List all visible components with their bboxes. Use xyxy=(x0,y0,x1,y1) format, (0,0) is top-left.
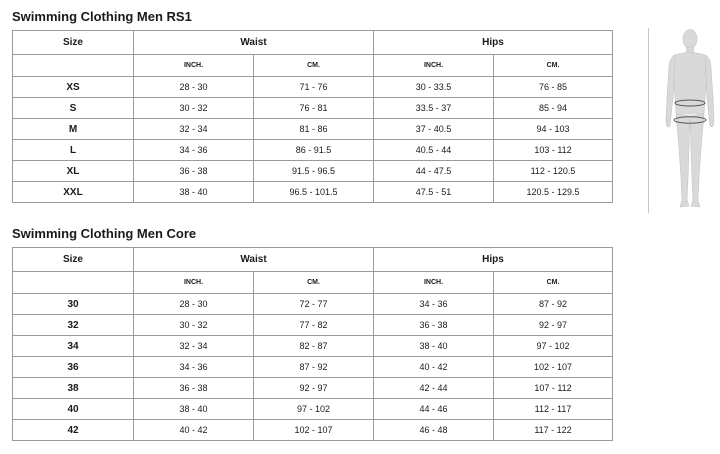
waist-header: Waist xyxy=(134,248,374,272)
table-row xyxy=(13,336,613,357)
waist-cm-cell: 71 - 76 xyxy=(254,77,374,98)
hips-header: Hips xyxy=(374,31,613,55)
hips-inch-cell: 40.5 - 44 xyxy=(374,140,494,161)
waist-inch-header: INCH. xyxy=(134,272,254,294)
waist-inch-cell: 40 - 42 xyxy=(134,420,254,441)
table-row xyxy=(13,182,613,203)
waist-inch-cell: 38 - 40 xyxy=(134,182,254,203)
section-title-core: Swimming Clothing Men Core xyxy=(12,226,197,241)
size-header: Size xyxy=(13,31,134,55)
hips-cm-cell: 87 - 92 xyxy=(494,294,613,315)
hips-header: Hips xyxy=(374,248,613,272)
size-table-rs1 xyxy=(12,30,613,203)
size-cell: XS xyxy=(13,77,134,98)
hips-cm-cell: 112 - 120.5 xyxy=(494,161,613,182)
hips-inch-cell: 44 - 46 xyxy=(374,399,494,420)
table-row xyxy=(13,399,613,420)
hips-inch-cell: 40 - 42 xyxy=(374,357,494,378)
waist-header: Waist xyxy=(134,31,374,55)
table-row xyxy=(13,315,613,336)
hips-cm-cell: 107 - 112 xyxy=(494,378,613,399)
hips-inch-cell: 36 - 38 xyxy=(374,315,494,336)
table-row xyxy=(13,161,613,182)
size-cell: 34 xyxy=(13,336,134,357)
waist-inch-cell: 34 - 36 xyxy=(134,357,254,378)
hips-cm-cell: 120.5 - 129.5 xyxy=(494,182,613,203)
hips-cm-header: CM. xyxy=(494,272,613,294)
size-cell: 32 xyxy=(13,315,134,336)
waist-cm-cell: 96.5 - 101.5 xyxy=(254,182,374,203)
hips-inch-cell: 46 - 48 xyxy=(374,420,494,441)
hips-inch-cell: 34 - 36 xyxy=(374,294,494,315)
waist-cm-cell: 82 - 87 xyxy=(254,336,374,357)
waist-cm-header: CM. xyxy=(254,272,374,294)
hips-inch-cell: 44 - 47.5 xyxy=(374,161,494,182)
size-cell: 36 xyxy=(13,357,134,378)
hips-cm-cell: 102 - 107 xyxy=(494,357,613,378)
size-cell: 38 xyxy=(13,378,134,399)
table-header-row xyxy=(13,31,613,55)
hips-cm-cell: 103 - 112 xyxy=(494,140,613,161)
waist-inch-cell: 30 - 32 xyxy=(134,98,254,119)
hips-cm-cell: 97 - 102 xyxy=(494,336,613,357)
table-row xyxy=(13,357,613,378)
waist-inch-cell: 34 - 36 xyxy=(134,140,254,161)
hips-cm-cell: 94 - 103 xyxy=(494,119,613,140)
waist-inch-cell: 36 - 38 xyxy=(134,378,254,399)
size-cell: XL xyxy=(13,161,134,182)
hips-cm-cell: 76 - 85 xyxy=(494,77,613,98)
hips-cm-cell: 85 - 94 xyxy=(494,98,613,119)
hips-cm-header: CM. xyxy=(494,55,613,77)
section-title-rs1: Swimming Clothing Men RS1 xyxy=(12,9,192,24)
table-subheader-row xyxy=(13,272,613,294)
size-cell: L xyxy=(13,140,134,161)
hips-cm-cell: 112 - 117 xyxy=(494,399,613,420)
empty-subheader xyxy=(13,272,134,294)
waist-cm-cell: 76 - 81 xyxy=(254,98,374,119)
waist-cm-cell: 77 - 82 xyxy=(254,315,374,336)
empty-subheader xyxy=(13,55,134,77)
waist-cm-header: CM. xyxy=(254,55,374,77)
size-cell: XXL xyxy=(13,182,134,203)
body-silhouette-svg xyxy=(662,28,718,214)
size-cell: 30 xyxy=(13,294,134,315)
table-header-row xyxy=(13,248,613,272)
waist-inch-cell: 32 - 34 xyxy=(134,336,254,357)
hips-inch-cell: 37 - 40.5 xyxy=(374,119,494,140)
waist-cm-cell: 92 - 97 xyxy=(254,378,374,399)
hips-inch-header: INCH. xyxy=(374,55,494,77)
hips-cm-cell: 117 - 122 xyxy=(494,420,613,441)
table-row xyxy=(13,294,613,315)
hips-inch-header: INCH. xyxy=(374,272,494,294)
waist-inch-header: INCH. xyxy=(134,55,254,77)
table-row xyxy=(13,420,613,441)
table-row xyxy=(13,119,613,140)
waist-cm-cell: 87 - 92 xyxy=(254,357,374,378)
size-cell: 40 xyxy=(13,399,134,420)
table-row xyxy=(13,140,613,161)
waist-cm-cell: 72 - 77 xyxy=(254,294,374,315)
size-header: Size xyxy=(13,248,134,272)
table-row xyxy=(13,98,613,119)
table-row xyxy=(13,378,613,399)
body-silhouette-icon xyxy=(662,28,718,219)
size-cell: S xyxy=(13,98,134,119)
hips-cm-cell: 92 - 97 xyxy=(494,315,613,336)
waist-inch-cell: 36 - 38 xyxy=(134,161,254,182)
waist-cm-cell: 97 - 102 xyxy=(254,399,374,420)
size-cell: 42 xyxy=(13,420,134,441)
figure-divider xyxy=(648,28,649,213)
waist-cm-cell: 91.5 - 96.5 xyxy=(254,161,374,182)
hips-inch-cell: 42 - 44 xyxy=(374,378,494,399)
waist-inch-cell: 28 - 30 xyxy=(134,77,254,98)
waist-cm-cell: 102 - 107 xyxy=(254,420,374,441)
hips-inch-cell: 33.5 - 37 xyxy=(374,98,494,119)
table-subheader-row xyxy=(13,55,613,77)
waist-cm-cell: 81 - 86 xyxy=(254,119,374,140)
table-row xyxy=(13,77,613,98)
waist-inch-cell: 32 - 34 xyxy=(134,119,254,140)
hips-inch-cell: 30 - 33.5 xyxy=(374,77,494,98)
waist-inch-cell: 38 - 40 xyxy=(134,399,254,420)
hips-inch-cell: 38 - 40 xyxy=(374,336,494,357)
hips-inch-cell: 47.5 - 51 xyxy=(374,182,494,203)
waist-inch-cell: 30 - 32 xyxy=(134,315,254,336)
waist-inch-cell: 28 - 30 xyxy=(134,294,254,315)
size-table-core xyxy=(12,247,613,441)
size-cell: M xyxy=(13,119,134,140)
waist-cm-cell: 86 - 91.5 xyxy=(254,140,374,161)
